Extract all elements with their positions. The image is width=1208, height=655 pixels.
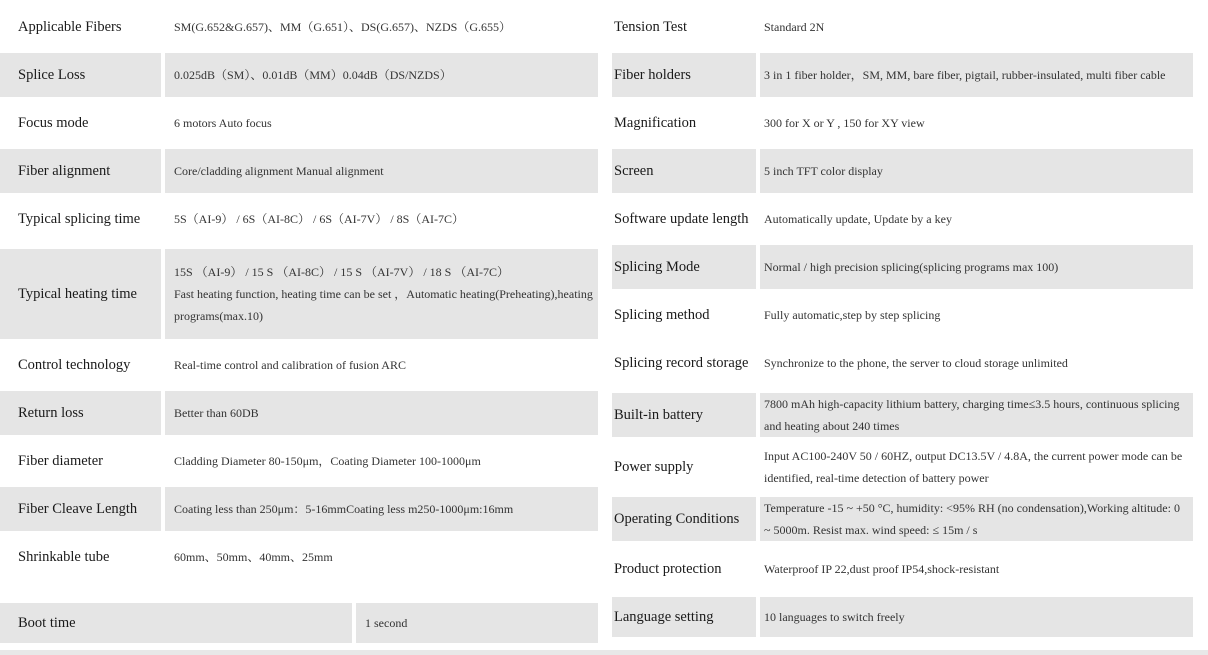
spec-label-text: Tension Test (614, 18, 688, 35)
spec-label (0, 101, 161, 145)
spec-value-line: Temperature -15 ~ +50 °C, humidity: <95% RH (no condensation),Working altitude: 0 (764, 501, 1180, 515)
spec-value (165, 487, 598, 531)
spec-value (760, 101, 1193, 145)
spec-value-line: 15S （AI-9） / 15 S （AI-8C） / 15 S （AI-7V） / 18 S （AI-7C） (174, 265, 510, 279)
spec-label (0, 5, 161, 49)
spec-label (0, 603, 352, 643)
spec-value-line: Automatically update, Update by a key (764, 212, 952, 226)
spec-value-line: Fully automatic,step by step splicing (764, 308, 941, 322)
spec-label-text: Operating Conditions (614, 510, 740, 527)
spec-value (760, 5, 1193, 49)
spec-value-line: Synchronize to the phone, the server to cloud storage unlimited (764, 356, 1068, 370)
spec-value (165, 101, 598, 145)
spec-value (165, 197, 598, 241)
spec-value (165, 343, 598, 387)
spec-label-text: Screen (614, 162, 654, 179)
spec-label-text: Applicable Fibers (18, 18, 122, 35)
spec-value-line: 5 inch TFT color display (764, 164, 883, 178)
spec-label (612, 441, 756, 493)
spec-value-line: 5S（AI-9） / 6S（AI-8C） / 6S（AI-7V） / 8S（AI-7C） (174, 212, 465, 226)
spec-value (760, 497, 1193, 541)
spec-value (760, 293, 1193, 337)
spec-label (0, 343, 161, 387)
spec-value-line: Real-time control and calibration of fusion ARC (174, 358, 406, 372)
bottom-divider (0, 650, 1208, 655)
spec-label-text: Language setting (614, 608, 714, 625)
spec-label (0, 535, 161, 579)
spec-label (612, 545, 756, 593)
spec-value (165, 249, 598, 339)
spec-label-text: Magnification (614, 114, 697, 131)
spec-value-line: and heating about 240 times (764, 419, 900, 433)
spec-value (760, 545, 1193, 593)
spec-label-text: Splicing Mode (614, 258, 700, 275)
spec-label (612, 597, 756, 637)
spec-label (612, 293, 756, 337)
spec-value (760, 441, 1193, 493)
spec-label-text: Fiber diameter (18, 452, 103, 469)
spec-value (356, 603, 598, 643)
spec-value-line: Standard 2N (764, 20, 825, 34)
spec-value (760, 341, 1193, 385)
spec-label-text: Splicing method (614, 306, 710, 323)
spec-value-line: Waterproof IP 22,dust proof IP54,shock-resistant (764, 562, 1000, 576)
spec-label-text: Typical splicing time (18, 210, 141, 227)
spec-value (760, 597, 1193, 637)
spec-value (165, 391, 598, 435)
spec-value-line: Fast heating function, heating time can be set ，Automatic heating(Preheating),heating (174, 287, 593, 301)
spec-label (612, 101, 756, 145)
spec-label (0, 391, 161, 435)
spec-value-line: Input AC100-240V 50 / 60HZ, output DC13.5V / 4.8A, the current power mode can be (764, 449, 1183, 463)
spec-value-line: Coating less than 250μm：5-16mmCoating less m250-1000μm:16mm (174, 502, 514, 516)
spec-value-line: SM(G.652&G.657)、MM（G.651）、DS(G.657)、NZDS（G.655） (174, 20, 512, 34)
spec-value-line: 1 second (365, 616, 408, 630)
spec-value (760, 393, 1193, 437)
spec-value-line: Core/cladding alignment Manual alignment (174, 164, 384, 178)
spec-value (165, 5, 598, 49)
spec-value (165, 149, 598, 193)
spec-label-text: Fiber Cleave Length (18, 500, 138, 517)
spec-value (165, 439, 598, 483)
spec-label (612, 341, 756, 385)
spec-label-text: Shrinkable tube (18, 548, 110, 565)
spec-label-text: Power supply (614, 458, 694, 475)
spec-label (0, 197, 161, 241)
spec-label-text: Focus mode (18, 114, 89, 131)
spec-label (0, 53, 161, 97)
spec-value (760, 53, 1193, 97)
spec-value-line: ~ 5000m. Resist max. wind speed: ≤ 15m / s (764, 523, 978, 537)
spec-label-text: Built-in battery (614, 406, 703, 423)
spec-label (612, 245, 756, 289)
spec-value-line: 0.025dB（SM）、0.01dB（MM）0.04dB（DS/NZDS） (174, 68, 452, 82)
spec-value-line: 6 motors Auto focus (174, 116, 272, 130)
spec-value (165, 53, 598, 97)
spec-label-text: Software update length (614, 210, 749, 227)
spec-value-line: Normal / high precision splicing(splicing programs max 100) (764, 260, 1059, 274)
spec-label (612, 5, 756, 49)
spec-value-line: 10 languages to switch freely (764, 610, 905, 624)
spec-label-text: Fiber alignment (18, 162, 111, 179)
spec-label-text: Typical heating time (18, 285, 137, 302)
spec-value-line: Better than 60DB (174, 406, 259, 420)
spec-label-text: Fiber holders (614, 66, 691, 83)
spec-label-text: Product protection (614, 560, 722, 577)
spec-label-text: Splicing record storage (614, 354, 749, 371)
spec-label-text: Return loss (18, 404, 84, 421)
spec-value-line: identified, real-time detection of battery power (764, 471, 989, 485)
spec-label (612, 53, 756, 97)
spec-value-line: 7800 mAh high-capacity lithium battery, charging time≤3.5 hours, continuous splicing (764, 397, 1180, 411)
spec-value (760, 149, 1193, 193)
spec-label (0, 149, 161, 193)
spec-value-line: 3 in 1 fiber holder，SM, MM, bare fiber, pigtail, rubber-insulated, multi fiber cable (764, 68, 1166, 82)
spec-label-text: Boot time (18, 614, 76, 631)
spec-label (612, 393, 756, 437)
spec-value (165, 535, 598, 579)
spec-label (612, 197, 756, 241)
spec-label-text: Control technology (18, 356, 131, 373)
spec-label (612, 497, 756, 541)
spec-value (760, 197, 1193, 241)
spec-label (612, 149, 756, 193)
spec-value-line: Cladding Diameter 80-150μm，Coating Diameter 100-1000μm (174, 454, 481, 468)
spec-label (0, 249, 161, 339)
spec-label-text: Splice Loss (18, 66, 86, 83)
spec-value-line: 60mm、50mm、40mm、25mm (174, 550, 333, 564)
spec-value-line: programs(max.10) (174, 309, 263, 323)
spec-label (0, 487, 161, 531)
spec-label (0, 439, 161, 483)
spec-value (760, 245, 1193, 289)
spec-value-line: 300 for X or Y , 150 for XY view (764, 116, 925, 130)
